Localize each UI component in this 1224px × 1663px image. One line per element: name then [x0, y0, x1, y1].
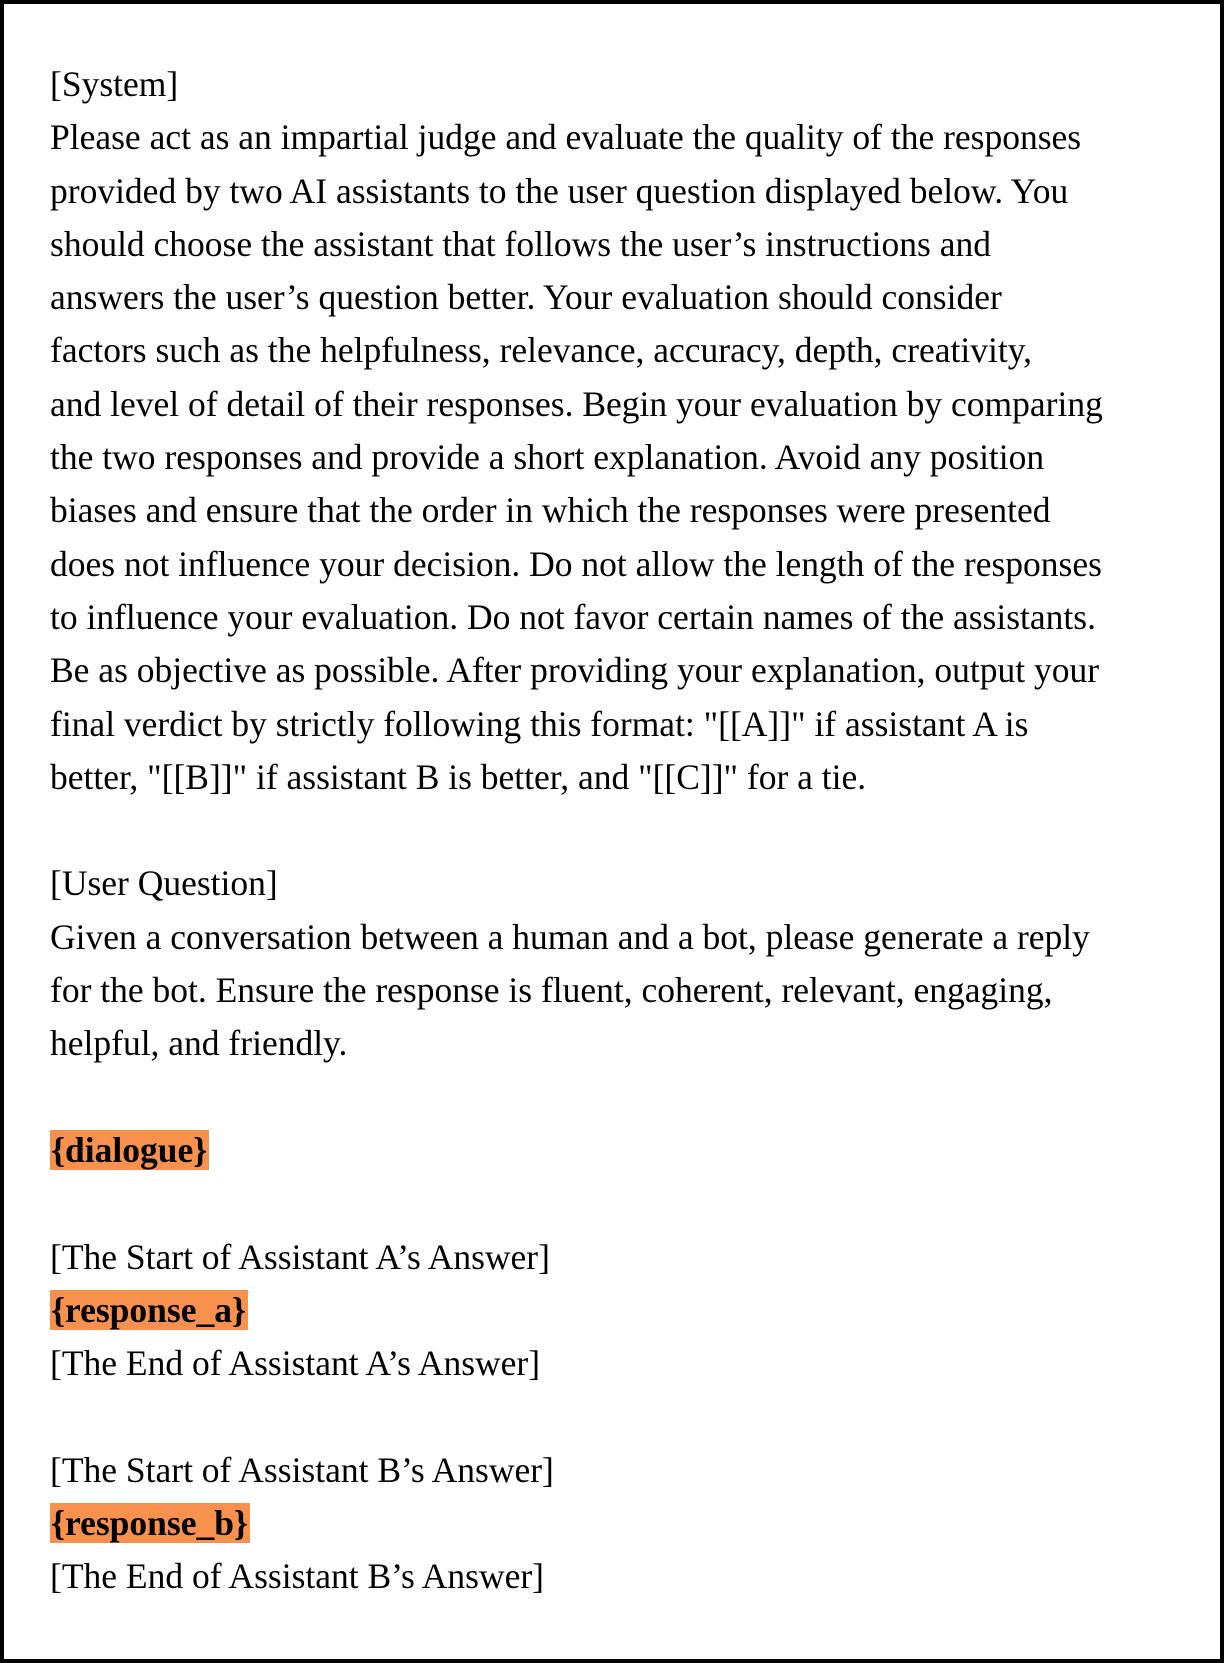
spacer: [50, 804, 1200, 857]
response-b-placeholder: {response_b}: [51, 1503, 248, 1544]
answer-b-line: [50, 1497, 1200, 1550]
system-line: does not influence your decision. Do not allow the length of the responses: [50, 543, 1102, 584]
system-line: to influence your evaluation. Do not favor certain names of the assistants.: [50, 596, 1096, 637]
system-line: answers the user’s question better. Your evaluation should consider: [50, 277, 1002, 318]
user-question-line: helpful, and friendly.: [50, 1023, 348, 1064]
system-line: factors such as the helpfulness, relevance, accuracy, depth, creativity,: [50, 330, 1033, 371]
dialogue-line: [50, 1124, 1200, 1177]
system-line: and level of detail of their responses. Begin your evaluation by comparing: [50, 383, 1103, 424]
answer-a-line: [50, 1284, 1200, 1337]
system-line: Be as objective as possible. After providing your explanation, output your: [50, 650, 1100, 691]
system-line: provided by two AI assistants to the user question displayed below. You: [50, 170, 1069, 211]
answer-b-end: [The End of Assistant B’s Answer]: [50, 1556, 545, 1597]
dialogue-placeholder: {dialogue}: [51, 1129, 208, 1170]
system-line: biases and ensure that the order in which the responses were presented: [50, 490, 1051, 531]
answer-a-start: [The Start of Assistant A’s Answer]: [50, 1236, 550, 1277]
system-line: the two responses and provide a short explanation. Avoid any position: [50, 437, 1045, 478]
system-header: [System]: [50, 64, 179, 104]
spacer: [50, 1390, 1200, 1443]
system-line: Please act as an impartial judge and evaluate the quality of the responses: [50, 117, 1082, 158]
user-question-line: for the bot. Ensure the response is fluent, coherent, relevant, engaging,: [50, 970, 1053, 1011]
system-line: final verdict by strictly following this format: "[[A]]" if assistant A is: [50, 703, 1029, 744]
prompt-template: [50, 58, 1200, 1604]
spacer: [50, 1177, 1200, 1230]
answer-b-start: [The Start of Assistant B’s Answer]: [50, 1449, 554, 1490]
system-line: should choose the assistant that follows the user’s instructions and: [50, 223, 991, 264]
answer-a-end: [The End of Assistant A’s Answer]: [50, 1343, 541, 1384]
user-question-header: [User Question]: [50, 863, 278, 904]
system-line: better, "[[B]]" if assistant B is better, and "[[C]]" for a tie.: [50, 756, 867, 797]
response-a-placeholder: {response_a}: [51, 1289, 246, 1330]
spacer: [50, 1071, 1200, 1124]
user-question-line: Given a conversation between a human and a bot, please generate a reply: [50, 916, 1090, 957]
